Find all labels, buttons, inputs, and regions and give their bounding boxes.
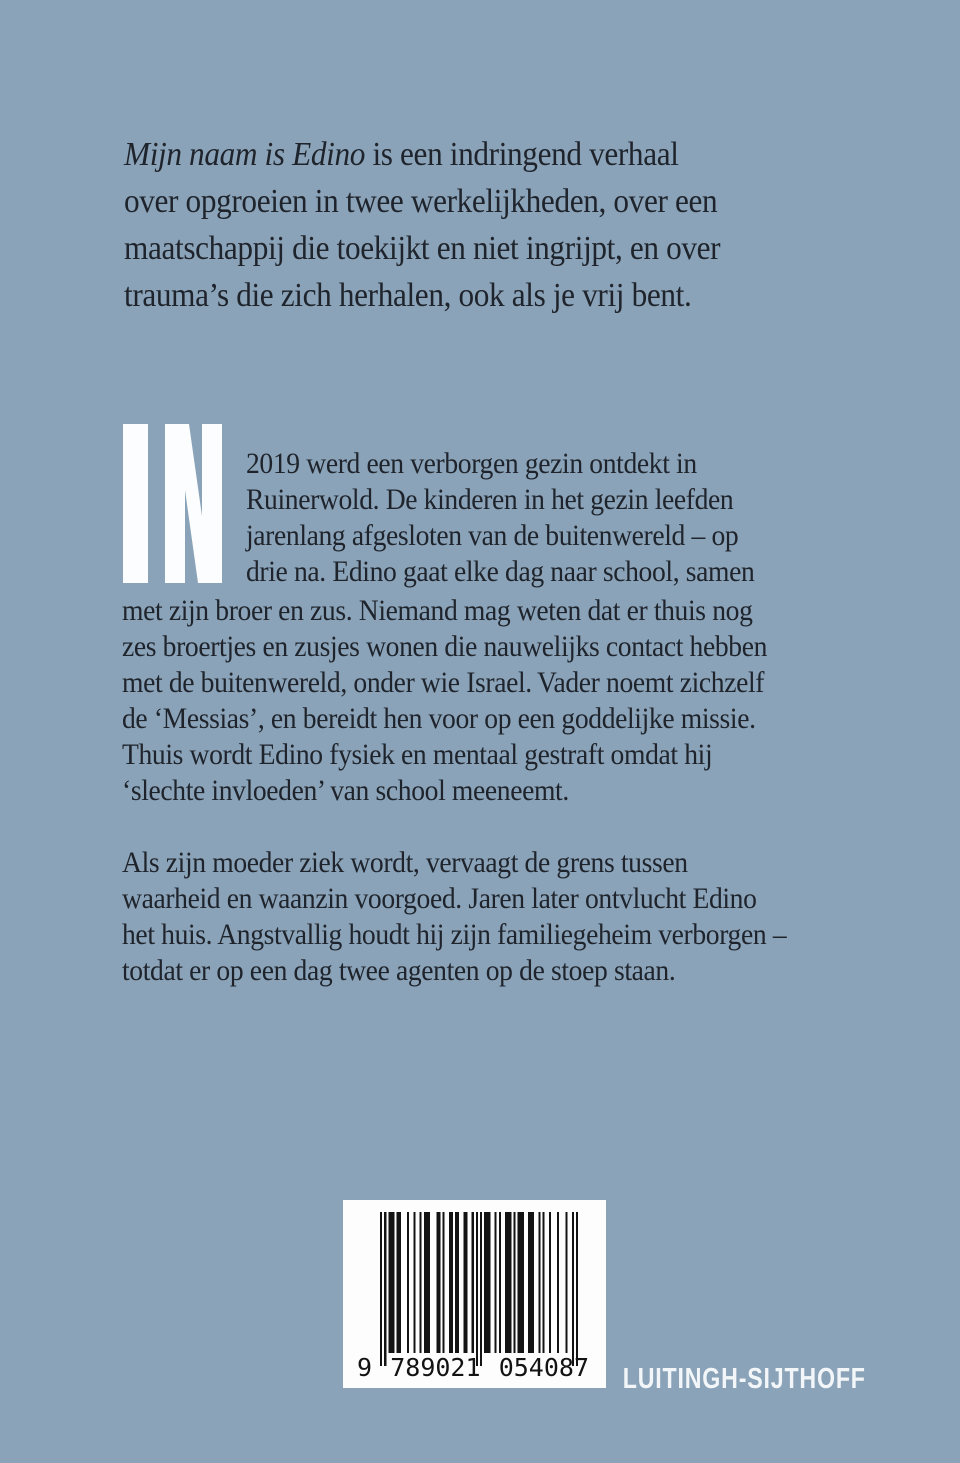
text-line: totdat er op een dag twee agenten op de stoep staan.	[122, 954, 676, 987]
intro-paragraph	[124, 131, 720, 319]
text-line: 2019 werd een verborgen gezin ontdekt in	[246, 447, 697, 480]
text-line: Thuis wordt Edino fysiek en mentaal gestraft omdat hij	[122, 738, 713, 771]
text-line: ‘slechte invloeden’ van school meeneemt.	[122, 774, 569, 807]
synopsis-paragraph-1-indented	[246, 446, 754, 590]
text-line: zes broertjes en zusjes wonen die nauwelijks contact hebben	[122, 630, 768, 663]
barcode-panel	[343, 1200, 606, 1388]
text-line: waarheid en waanzin voorgoed. Jaren later ontvlucht Edino	[122, 882, 757, 915]
dropcap-IN-graphic	[122, 424, 222, 583]
text-line: Ruinerwold. De kinderen in het gezin leefden	[246, 483, 734, 516]
synopsis-paragraph-1-full	[122, 593, 767, 809]
text-line: over opgroeien in twee werkelijkheden, over een	[124, 183, 718, 220]
synopsis-paragraph-2	[122, 845, 786, 989]
intro-line-1-rest: is een indringend verhaal	[365, 136, 679, 173]
text-line: jarenlang afgesloten van de buitenwereld – op	[246, 519, 739, 552]
intro-lines	[124, 178, 720, 319]
barcode-digit-group-mid: 789021	[390, 1353, 481, 1382]
text-line: Als zijn moeder ziek wordt, vervaagt de grens tussen	[122, 846, 688, 879]
text-line: het huis. Angstvallig houdt hij zijn familiegeheim verborgen –	[122, 918, 787, 951]
book-title-italic: Mijn naam is Edino	[124, 136, 366, 173]
text-line: met zijn broer en zus. Niemand mag weten dat er thuis nog	[122, 594, 753, 627]
text-line: maatschappij die toekijkt en niet ingrijpt, en over	[124, 230, 721, 267]
text-line: drie na. Edino gaat elke dag naar school, samen	[246, 555, 755, 588]
intro-line-1	[124, 131, 720, 178]
dropcap-IN	[122, 424, 222, 583]
text-line: met de buitenwereld, onder wie Israel. Vader noemt zichzelf	[122, 666, 765, 699]
text-line: de ‘Messias’, en bereidt hen voor op een goddelijke missie.	[122, 702, 756, 735]
text-line: trauma’s die zich herhalen, ook als je vrij bent.	[124, 277, 692, 314]
barcode-digit-group-right: 054087	[498, 1353, 589, 1382]
barcode-bars	[380, 1212, 578, 1366]
barcode-digit-group-left: 9	[357, 1353, 373, 1382]
publisher-logo: LUITINGH-SIJTHOFF	[622, 1363, 866, 1395]
barcode-digits	[357, 1355, 589, 1381]
